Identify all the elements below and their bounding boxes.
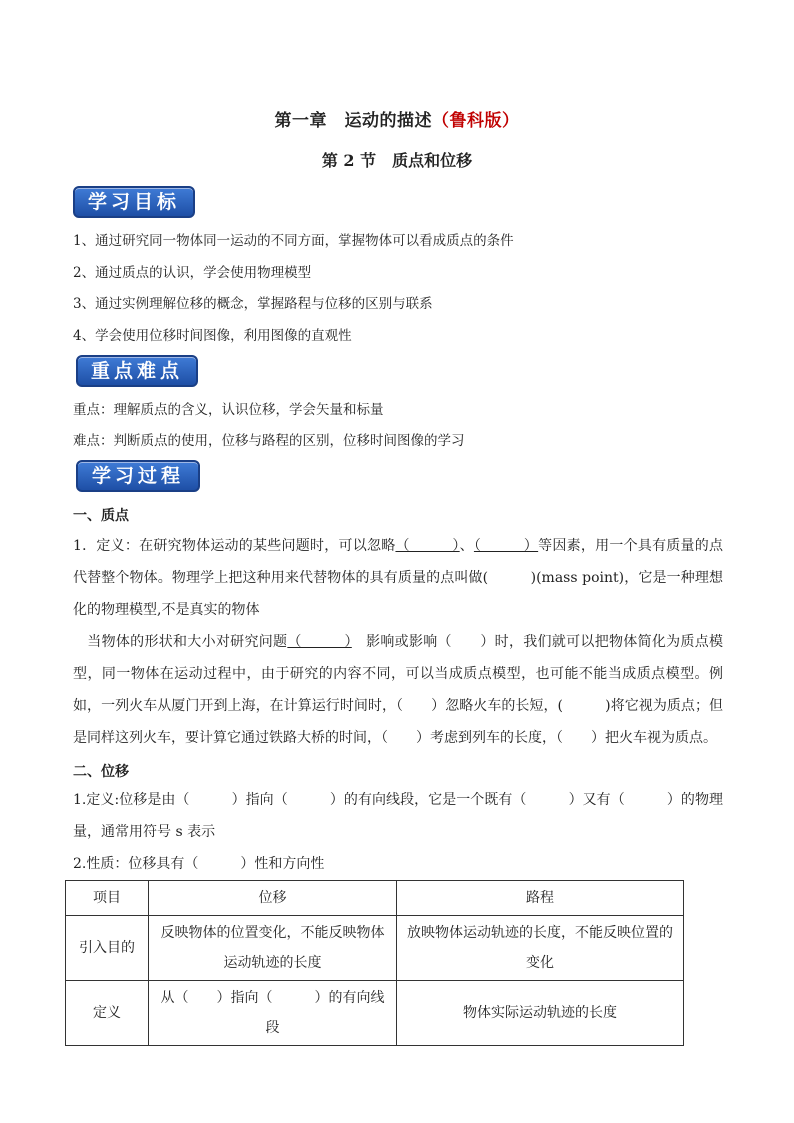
- table-header: 位移: [149, 881, 397, 916]
- goal-item: 1、通过研究同一物体同一运动的不同方面，掌握物体可以看成质点的条件: [73, 233, 514, 249]
- section2-heading: 二、位移: [73, 764, 129, 780]
- table-cell: 定义: [66, 981, 149, 1046]
- table-cell: 物体实际运动轨迹的长度: [397, 981, 684, 1046]
- section2-definition: 1.定义:位移是由（ ）指向（ ）的有向线段，它是一个既有（ ）又有（ ）的物理量，通常用符号 s 表示: [73, 792, 723, 840]
- goal-item: 4、学会使用位移时间图像，利用图像的直观性: [73, 328, 352, 344]
- banner-goals: 学习目标: [73, 186, 195, 218]
- section-title: 第 2 节 质点和位移: [321, 151, 473, 170]
- key-point: 重点：理解质点的含义，认识位移，学会矢量和标量: [73, 402, 384, 418]
- table-header: 路程: [397, 881, 684, 916]
- chapter-text: 第一章 运动的描述: [274, 111, 432, 131]
- fill-blank: （ ）: [287, 634, 352, 650]
- comparison-table: [65, 880, 684, 1046]
- section1-heading: 一、质点: [73, 508, 129, 524]
- table-row: [66, 981, 684, 1046]
- banner-process: 学习过程: [76, 460, 200, 492]
- table-cell: 从（ ）指向（ ）的有向线段: [149, 981, 397, 1046]
- goal-item: 2、通过质点的认识，学会使用物理模型: [73, 265, 312, 281]
- table-header: 项目: [66, 881, 149, 916]
- banner-key-points: 重点难点: [76, 355, 198, 387]
- fill-blank: （ ）: [395, 538, 460, 554]
- table-cell: 放映物体运动轨迹的长度，不能反映位置的变化: [397, 916, 684, 981]
- edition-text: （鲁科版）: [432, 111, 520, 131]
- table-cell: 反映物体的位置变化，不能反映物体运动轨迹的长度: [149, 916, 397, 981]
- chapter-title: [0, 106, 794, 131]
- section1-paragraph: 当物体的形状和大小对研究问题（ ） 影响或影响（ ）时，我们就可以把物体简化为质点模型，同一物体在运动过程中，由于研究的内容不同，可以当成质点模型，也可能不能当成质点模型。例如，一列火车从厦门开到上海，在计算运行时间时，（ ）忽略火车的长短，( )将它视为质点；但是同样这列火车，要计算它通过铁路大桥的时间，（ ）考虑到列车的长度，（ ）把火车视为质点。: [73, 634, 724, 746]
- table-cell: 引入目的: [66, 916, 149, 981]
- fill-blank: （ ）: [473, 538, 539, 554]
- goal-item: 3、通过实例理解位移的概念，掌握路程与位移的区别与联系: [73, 296, 433, 312]
- difficult-point: 难点：判断质点的使用，位移与路程的区别，位移时间图像的学习: [73, 433, 465, 449]
- section1-definition: 1．定义：在研究物体运动的某些问题时，可以忽略（ ）、（ ）等因素，用一个具有质量的点代替整个物体。物理学上把这种用来代替物体的具有质量的点叫做( )(mass point)，它是一种理想化的物理模型,不是真实的物体: [73, 538, 724, 618]
- table-row: [66, 916, 684, 981]
- section2-property: 2.性质：位移具有（ ）性和方向性: [73, 856, 325, 872]
- table-header-row: [66, 881, 684, 916]
